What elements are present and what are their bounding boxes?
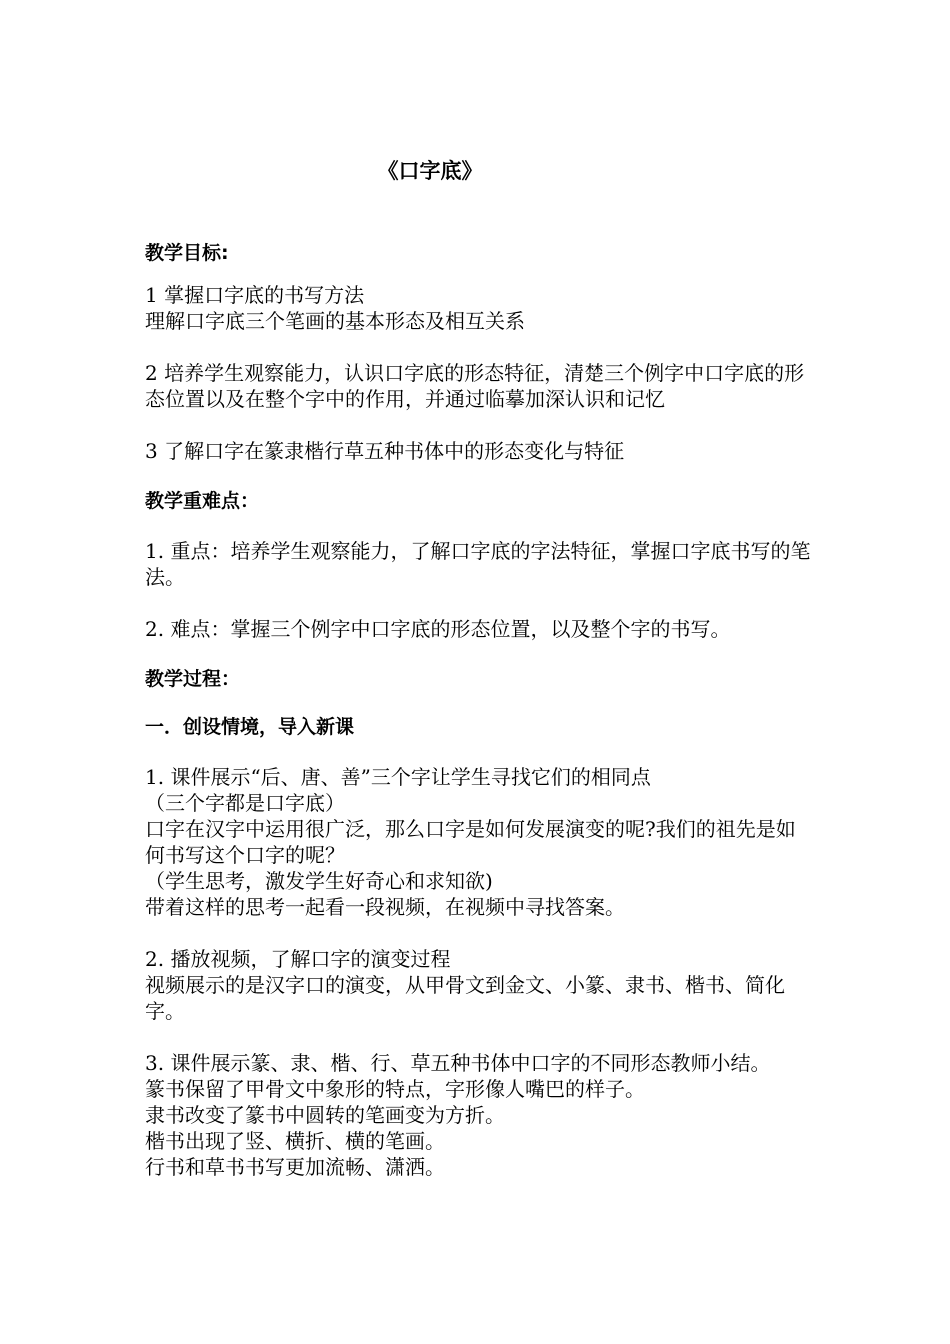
- keypoints-heading: 教学重难点：: [145, 490, 260, 512]
- objective-1b: 理解口字底三个笔画的基本形态及相互关系: [145, 309, 525, 333]
- document-title: 《口字底》: [377, 159, 483, 183]
- step-3-line: 3. 课件展示篆、隶、楷、行、草五种书体中口字的不同形态教师小结。: [145, 1051, 771, 1075]
- process-heading: 教学过程：: [145, 668, 241, 690]
- step-3-line: 行书和草书书写更加流畅、潇洒。: [145, 1155, 445, 1179]
- step-2-line: 视频展示的是汉字口的演变，从甲骨文到金文、小篆、隶书、楷书、简化字。: [145, 973, 785, 1023]
- step-1-line: 带着这样的思考一起看一段视频，在视频中寻找答案。: [145, 895, 625, 919]
- step-1-line: （学生思考，激发学生好奇心和求知欲): [145, 869, 493, 893]
- step-3-line: 楷书出现了竖、横折、横的笔画。: [145, 1129, 445, 1153]
- section-1-heading: 一．创设情境，导入新课: [145, 716, 355, 738]
- step-3-line: 隶书改变了篆书中圆转的笔画变为方折。: [145, 1103, 505, 1127]
- step-1-line: （三个字都是口字底）: [145, 791, 345, 815]
- document-body: [145, 240, 815, 1180]
- step-3-line: 篆书保留了甲骨文中象形的特点，字形像人嘴巴的样子。: [145, 1077, 645, 1101]
- step-1-line: 1. 课件展示“后、唐、善”三个字让学生寻找它们的相同点: [145, 765, 651, 789]
- keypoint-2: 2. 难点：掌握三个例字中口字底的形态位置，以及整个字的书写。: [145, 617, 731, 641]
- objective-2: 2 培养学生观察能力，认识口字底的形态特征，清楚三个例字中口字底的形态位置以及在整个字中的作用，并通过临摹加深认识和记忆: [145, 361, 805, 411]
- objective-3: 3 了解口字在篆隶楷行草五种书体中的形态变化与特征: [145, 439, 625, 463]
- keypoint-1: 1. 重点：培养学生观察能力，了解口字底的字法特征，掌握口字底书写的笔法。: [145, 539, 811, 589]
- step-2-line: 2. 播放视频，了解口字的演变过程: [145, 947, 451, 971]
- step-1-line: 口字在汉字中运用很广泛，那么口字是如何发展演变的呢?我们的祖先是如何书写这个口字的呢？: [145, 817, 796, 867]
- objective-1a: 1 掌握口字底的书写方法: [145, 283, 365, 307]
- objectives-heading: 教学目标:: [145, 242, 229, 264]
